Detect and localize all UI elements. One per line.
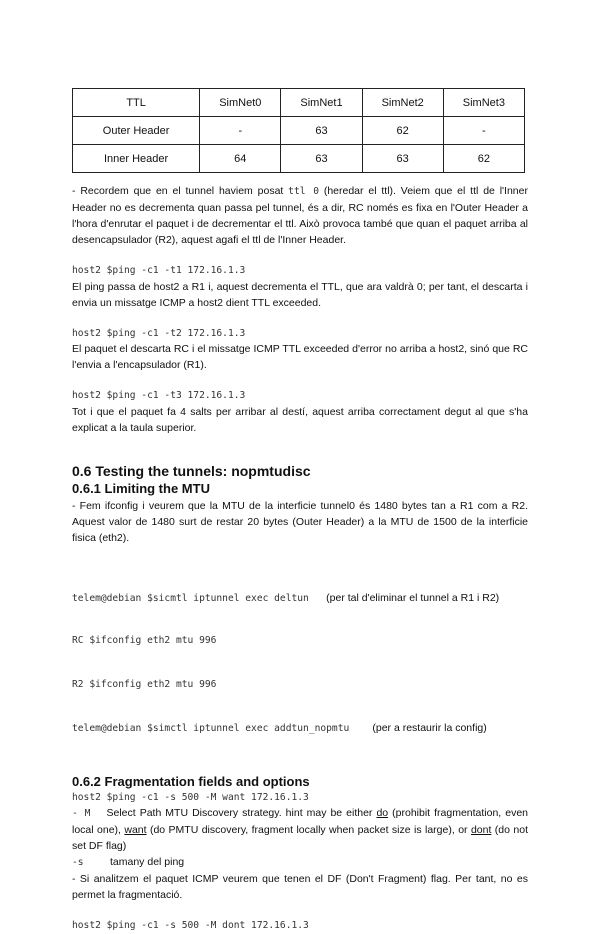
paragraph-text: (heredar el ttl). Veiem que el ttl de l'Inner Header no es decrementa quan passa pel tunnel, és a dir, RC només es fixa en l'Outer Header a l'hora d'enrutar el paquet i de decrementar el ttl. Això provoca també que quan el paquet arriba al desencapsulador (R2), aquest agafi el ttl de l'Inner Header.	[72, 185, 528, 246]
m-flag-description	[72, 805, 528, 854]
flag-text: - M	[72, 808, 91, 819]
table-cell: 64	[200, 145, 281, 173]
ttl-explanation-paragraph	[72, 183, 528, 248]
option-want: want	[124, 824, 147, 836]
command-text: telem@debian $sicmtl iptunnel exec deltun	[72, 592, 309, 604]
table-cell: 63	[281, 145, 362, 173]
table-cell: Outer Header	[73, 117, 200, 145]
table-cell: 63	[362, 145, 443, 173]
option-do: do	[376, 807, 389, 819]
paragraph-text: (prohibit fragmentation, even local one),	[72, 807, 529, 836]
command-note: (per a restaurir la config)	[372, 722, 487, 734]
paragraph-text: (do not set DF flag)	[72, 824, 528, 852]
paragraph-text: Select Path MTU Discovery strategy. hint may be either	[106, 807, 377, 819]
table-cell: -	[200, 117, 281, 145]
table-header-cell: SimNet2	[362, 89, 443, 117]
subsection-heading: 0.6.1 Limiting the MTU	[72, 480, 210, 496]
table-row	[73, 145, 525, 173]
command-line: RC $ifconfig eth2 mtu 996	[72, 635, 217, 646]
option-dont: dont	[470, 824, 492, 836]
table-cell: Inner Header	[73, 145, 200, 173]
paragraph-text: tamany del ping	[110, 856, 185, 868]
command-line: host2 $ping -c1 -s 500 -M want 172.16.1.3	[72, 791, 309, 803]
ping1-explanation: El ping passa de host2 a R1 i, aquest decrementa el TTL, que ara valdrà 0; per tant, el descarta i envia un missatge ICMP a host2 dient TTL exceeded.	[72, 280, 528, 309]
table-header-cell: SimNet3	[443, 89, 524, 117]
table-cell: 62	[362, 117, 443, 145]
ttl-table	[72, 88, 525, 173]
table-header-cell: TTL	[73, 89, 200, 117]
mtu-explanation: - Fem ifconfig i veurem que la MTU de la interficie tunnel0 és 1480 bytes tan a R1 com a R2. Aquest valor de 1480 surt de restar 20 bytes (Outer Header) a la MTU de 1500 de la interficie fisica (eth2).	[72, 499, 528, 544]
command-text: telem@debian $simctl iptunnel exec addtun_nopmtu	[72, 723, 350, 734]
paragraph-text: - Recordem que en el tunnel haviem posat	[72, 185, 289, 197]
command-line: host2 $ping -c1 -t2 172.16.1.3	[72, 327, 246, 339]
flag-text: -s	[72, 857, 84, 868]
command-line	[72, 591, 528, 606]
df-analysis-paragraph: - Si analitzem el paquet ICMP veurem que tenen el DF (Don't Fragment) flag. Per tant, no es permet la fragmentació.	[72, 873, 528, 901]
ping3-explanation: Tot i que el paquet fa 4 salts per arribar al destí, aquest arriba correctament degut al que s'ha explicat a la taula superior.	[72, 405, 528, 434]
command-line: host2 $ping -c1 -t1 172.16.1.3	[72, 265, 246, 276]
table-header-cell: SimNet1	[281, 89, 362, 117]
section-heading: 0.6 Testing the tunnels: nopmtudisc	[72, 462, 311, 479]
command-line: host2 $ping -c1 -t3 172.16.1.3	[72, 390, 246, 401]
table-header-cell: SimNet0	[200, 89, 281, 117]
command-line: host2 $ping -c1 -s 500 -M dont 172.16.1.3	[72, 920, 309, 931]
ping2-explanation: El paquet el descarta RC i el missatge ICMP TTL exceeded d'error no arriba a host2, sinó que RC l'envia a l'encapsulador (R1).	[72, 343, 528, 371]
table-cell: -	[443, 117, 524, 145]
command-line	[72, 721, 528, 736]
command-line: R2 $ifconfig eth2 mtu 996	[72, 678, 217, 690]
paragraph-text: (do PMTU discovery, fragment locally when packet size is large), or	[146, 824, 471, 836]
table-cell: 63	[281, 117, 362, 145]
command-note: (per tal d'eliminar el tunnel a R1 i R2)	[326, 591, 500, 604]
table-row	[73, 117, 525, 145]
table-cell: 62	[443, 145, 524, 173]
document-page	[72, 88, 528, 934]
s-flag-description	[72, 854, 528, 871]
table-header-row	[73, 89, 525, 117]
subsection-heading: 0.6.2 Fragmentation fields and options	[72, 773, 310, 789]
command-block	[72, 562, 528, 765]
inline-code: ttl 0	[288, 186, 319, 197]
